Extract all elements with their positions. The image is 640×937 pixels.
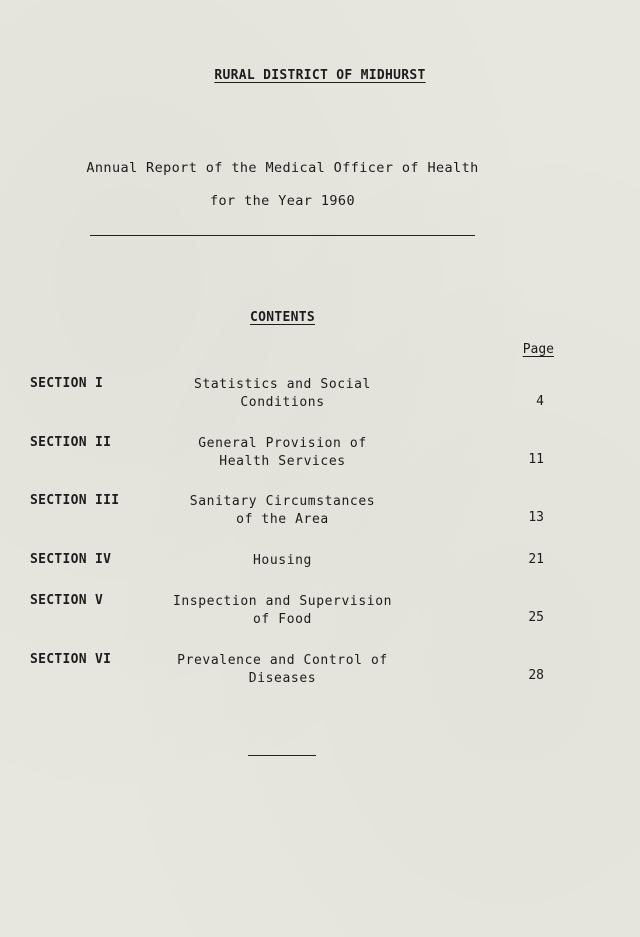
contents-heading — [0, 310, 565, 325]
section-label: SECTION VI — [30, 652, 112, 667]
section-page-number: 28 — [528, 668, 544, 683]
section-title-line: of Food — [253, 612, 312, 627]
page-column-heading: Page — [522, 342, 554, 357]
section-page-number: 13 — [528, 510, 544, 525]
section-title-line: Health Services — [219, 454, 346, 469]
district-heading-text: RURAL DISTRICT OF MIDHURST — [214, 68, 426, 83]
section-label: SECTION V — [30, 593, 104, 608]
section-page-number: 21 — [528, 552, 544, 567]
title-divider — [90, 235, 475, 236]
section-title — [160, 493, 405, 529]
section-title-line: General Provision of — [198, 436, 367, 451]
end-divider — [248, 755, 316, 756]
section-title — [160, 593, 405, 629]
contents-heading-text: CONTENTS — [249, 310, 315, 325]
report-title-line-2: for the Year 1960 — [210, 193, 355, 209]
section-page-number: 11 — [528, 452, 544, 467]
section-title-line: Inspection and Supervision — [172, 594, 393, 609]
section-label: SECTION II — [30, 435, 112, 450]
section-title-line: Statistics and Social — [194, 377, 371, 392]
report-title-line-1: Annual Report of the Medical Officer of Health — [86, 160, 479, 176]
section-title — [160, 552, 405, 570]
section-label: SECTION IV — [30, 552, 112, 567]
section-page-number: 25 — [528, 610, 544, 625]
section-page-number: 4 — [536, 394, 544, 409]
section-title — [160, 652, 405, 688]
section-title-line: Sanitary Circumstances — [189, 494, 376, 509]
section-label: SECTION I — [30, 376, 104, 391]
section-title — [160, 376, 405, 412]
district-heading — [0, 68, 640, 83]
section-label: SECTION III — [30, 493, 120, 508]
section-title-line: Prevalence and Control of — [177, 653, 388, 668]
section-title-line: of the Area — [236, 512, 329, 527]
section-title — [160, 435, 405, 471]
section-title-line: Diseases — [248, 671, 317, 686]
section-title-line: Housing — [253, 553, 312, 568]
section-title-line: Conditions — [240, 395, 325, 410]
